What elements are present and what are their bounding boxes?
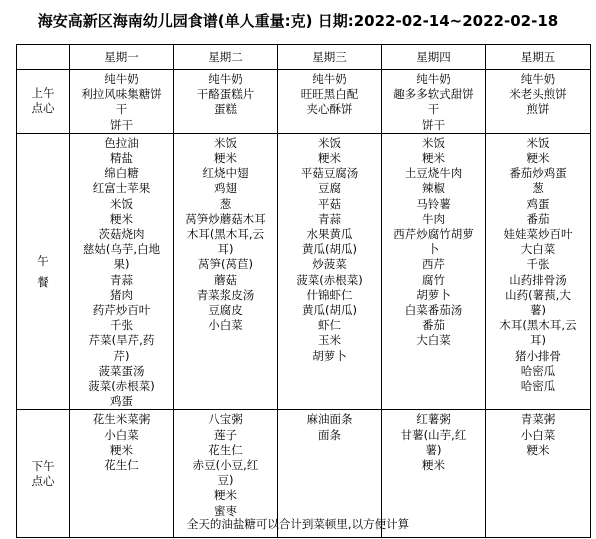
food-item: 粳米 (318, 151, 341, 166)
food-item: 米饭 (110, 196, 133, 211)
food-item: 煎饼 (526, 102, 550, 117)
food-item: 木耳(黑木耳,云 (186, 227, 265, 242)
meal-row (17, 70, 591, 134)
food-item: 粳米 (110, 211, 133, 226)
page-title: 海安高新区海南幼儿园食谱(单人重量:克) 日期:2022-02-14~2022-02-18 (37, 12, 559, 30)
food-item: 青菜浆皮汤 (196, 287, 255, 302)
menu-cell (174, 70, 278, 134)
meal-label-line: 午 (37, 253, 49, 268)
day-header: 星期三 (278, 45, 382, 70)
food-item: 卜 (427, 242, 440, 257)
meal-label-line: 上午 (31, 86, 55, 101)
food-item: 青蒜 (110, 272, 133, 287)
food-item: 利拉风味集糖饼 (81, 87, 162, 102)
food-item: 绵白糖 (104, 166, 139, 181)
food-item: 花生仁 (104, 458, 139, 473)
food-item: 白菜番茄汤 (404, 303, 463, 318)
food-item: 米饭 (526, 135, 550, 150)
food-item: 什锦虾仁 (306, 287, 353, 302)
food-item: 粳米 (526, 442, 550, 457)
day-header: 星期一 (70, 45, 174, 70)
food-item: 纯牛奶 (312, 72, 347, 86)
food-item: 粳米 (422, 458, 445, 473)
food-item: 米饭 (214, 135, 237, 150)
food-item: 甘薯(山芋,红 (400, 427, 467, 442)
food-item: 莲子 (214, 427, 237, 442)
food-item: 果) (113, 257, 130, 272)
food-item: 芹) (113, 348, 130, 363)
food-item: 青菜粥 (520, 412, 556, 427)
food-item: 纯牛奶 (520, 72, 556, 86)
food-item: 花生仁 (208, 442, 243, 457)
food-item: 红富士苹果 (92, 181, 151, 196)
food-item: 牛肉 (422, 211, 445, 226)
day-header: 星期四 (382, 45, 486, 70)
food-item: 鸡翅 (214, 181, 237, 196)
meal-label-line: 点心 (31, 101, 55, 116)
food-item: 蘑菇 (214, 272, 237, 287)
food-item: 粳米 (214, 151, 237, 166)
meal-row (17, 133, 591, 410)
footer-note: 全天的油盐糖可以合计到菜顿里,以方便计算 (186, 517, 410, 531)
food-item: 猪小排骨 (515, 348, 561, 363)
food-item: 芹菜(旱芹,药 (88, 333, 155, 348)
menu-table (16, 44, 591, 538)
meal-label-line: 点心 (31, 473, 55, 488)
food-item: 千张 (526, 257, 550, 272)
food-item: 猪肉 (110, 287, 133, 302)
food-item: 薯) (530, 303, 546, 318)
food-item: 炒菠菜 (312, 257, 347, 272)
food-item: 小白菜 (104, 427, 139, 442)
food-item: 花生米菜粥 (92, 412, 151, 427)
menu-cell (278, 133, 382, 410)
food-item: 豆腐 (318, 181, 341, 196)
food-item: 菠菜(赤根菜) (88, 379, 155, 394)
meal-label (17, 133, 70, 410)
day-header: 星期五 (486, 45, 591, 70)
food-item: 薯) (425, 442, 442, 457)
header-row (17, 45, 591, 70)
food-item: 平菇豆腐汤 (300, 166, 359, 181)
food-item: 山药(薯蓣,大 (505, 287, 571, 302)
food-item: 娃娃菜炒百叶 (503, 227, 573, 242)
menu-cell (174, 133, 278, 410)
food-item: 精盐 (110, 151, 133, 166)
menu-cell (382, 133, 486, 410)
food-item: 八宝粥 (208, 412, 243, 427)
food-item: 粳米 (214, 488, 237, 503)
food-item: 赤豆(小豆,红 (192, 458, 259, 473)
meal-label-line: 餐 (37, 274, 49, 289)
corner-cell (17, 45, 70, 70)
food-item: 菠菜蛋汤 (98, 363, 145, 378)
food-item: 粳米 (110, 442, 133, 457)
food-item: 大白菜 (416, 333, 451, 348)
food-item: 蜜枣 (214, 503, 237, 518)
food-item: 菠菜(赤根菜) (296, 272, 363, 287)
day-header: 星期二 (174, 45, 278, 70)
menu-cell (278, 70, 382, 134)
food-item: 大白菜 (520, 242, 556, 257)
food-item: 纯牛奶 (416, 72, 451, 86)
food-item: 玉米 (318, 333, 341, 348)
food-item: 干 (427, 102, 440, 117)
food-item: 面条 (318, 427, 341, 442)
food-item: 慈姑(乌芋,白地 (82, 242, 161, 257)
food-item: 番茄炒鸡蛋 (509, 166, 567, 181)
food-item: 黄瓜(胡瓜) (302, 303, 357, 318)
menu-cell (382, 70, 486, 134)
food-item: 粳米 (422, 151, 445, 166)
food-item: 胡萝卜 (416, 287, 451, 302)
food-item: 米饭 (422, 135, 445, 150)
food-item: 土豆烧牛肉 (404, 166, 463, 181)
food-item: 胡萝卜 (312, 348, 347, 363)
food-item: 干 (115, 102, 128, 117)
food-item: 纯牛奶 (208, 72, 243, 86)
food-item: 色拉油 (104, 135, 139, 150)
food-item: 豆) (217, 473, 234, 488)
food-item: 虾仁 (318, 318, 341, 333)
food-item: 耳) (530, 333, 546, 348)
food-item: 鸡蛋 (526, 196, 550, 211)
food-item: 耳) (217, 242, 234, 257)
food-item: 西芹炒腐竹胡萝 (393, 227, 474, 242)
meal-label-line: 下午 (31, 458, 55, 473)
food-item: 鸡蛋 (110, 394, 133, 409)
food-item: 药芹炒百叶 (92, 303, 151, 318)
food-item: 千张 (110, 318, 133, 333)
food-item: 番茄 (422, 318, 445, 333)
food-item: 粳米 (526, 151, 550, 166)
food-item: 干酪蛋糕片 (196, 87, 255, 102)
food-item: 红薯粥 (416, 412, 451, 427)
food-item: 麻油面条 (306, 412, 353, 427)
food-item: 番茄 (526, 211, 550, 226)
food-item: 小白菜 (520, 427, 556, 442)
menu-cell (70, 133, 174, 410)
food-item: 蛋糕 (214, 102, 237, 117)
food-item: 趣多多软式甜饼 (393, 87, 474, 102)
food-item: 木耳(黑木耳,云 (499, 318, 577, 333)
food-item: 莴笋(莴苣) (198, 257, 253, 272)
food-item: 茨菇烧肉 (98, 227, 145, 242)
food-item: 哈密瓜 (520, 363, 556, 378)
food-item: 马铃薯 (416, 196, 451, 211)
food-item: 小白菜 (208, 318, 243, 333)
food-item: 水果黄瓜 (306, 227, 353, 242)
food-item: 纯牛奶 (104, 72, 139, 86)
food-item: 平菇 (318, 196, 341, 211)
food-item: 黄瓜(胡瓜) (302, 242, 357, 257)
food-item: 青蒜 (318, 211, 341, 226)
food-item: 山药排骨汤 (509, 272, 567, 287)
food-item: 米饭 (318, 135, 341, 150)
menu-cell (70, 70, 174, 134)
food-item: 饼干 (110, 117, 133, 132)
food-item: 哈密瓜 (520, 379, 556, 394)
food-item: 米老头煎饼 (509, 87, 567, 102)
meal-label (17, 70, 70, 134)
food-item: 葱 (219, 196, 232, 211)
food-item: 旺旺黑白配 (300, 87, 359, 102)
food-item: 夹心酥饼 (306, 102, 353, 117)
menu-cell (486, 133, 591, 410)
food-item: 饼干 (422, 117, 445, 132)
food-item: 西芹 (422, 257, 445, 272)
food-item: 辣椒 (422, 181, 445, 196)
food-item: 豆腐皮 (208, 303, 243, 318)
food-item: 红烧中翅 (202, 166, 249, 181)
menu-cell (486, 70, 591, 134)
food-item: 莴笋炒蘑菇木耳 (185, 211, 266, 226)
food-item: 葱 (532, 181, 544, 196)
food-item: 腐竹 (422, 272, 445, 287)
